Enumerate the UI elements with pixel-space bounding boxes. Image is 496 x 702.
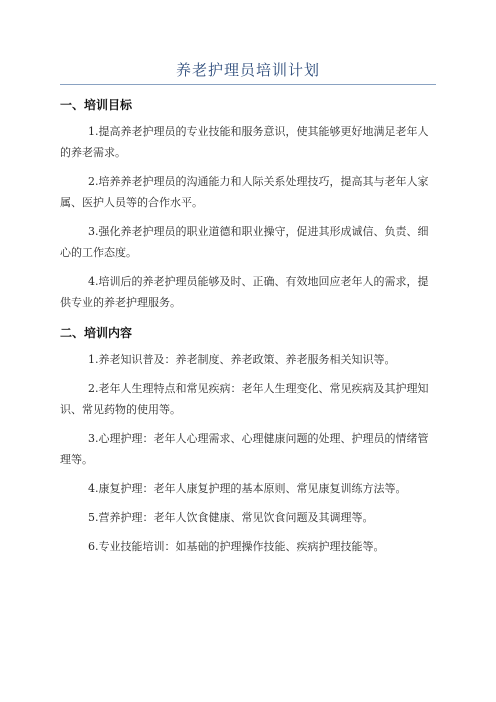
paragraph: 2.老年人生理特点和常见疾病：老年人生理变化、常见疾病及其护理知识、常见药物的使用等。 xyxy=(60,382,429,416)
paragraph: 1.提高养老护理员的专业技能和服务意识，使其能够更好地满足老年人的养老需求。 xyxy=(60,125,429,159)
paragraph: 3.强化养老护理员的职业道德和职业操守，促进其形成诚信、负责、细心的工作态度。 xyxy=(60,225,429,259)
section-content xyxy=(60,325,438,557)
paragraph: 5.营养护理：老年人饮食健康、常见饮食问题及其调理等。 xyxy=(88,511,374,524)
title-divider xyxy=(60,84,436,85)
paragraph: 6.专业技能培训：如基础的护理操作技能、疾病护理技能等。 xyxy=(88,540,385,553)
paragraph: 4.培训后的养老护理员能够及时、正确、有效地回应老年人的需求，提供专业的养老护理服务。 xyxy=(60,275,429,309)
section-heading: 一、培训目标 xyxy=(60,98,133,112)
section-heading: 二、培训内容 xyxy=(60,326,133,340)
paragraph: 4.康复护理：老年人康复护理的基本原则、常见康复训练方法等。 xyxy=(88,482,407,495)
section-goals xyxy=(60,97,438,313)
paragraph: 3.心理护理：老年人心理需求、心理健康问题的处理、护理员的情绪管理等。 xyxy=(60,432,429,466)
paragraph: 1.养老知识普及：养老制度、养老政策、养老服务相关知识等。 xyxy=(88,353,396,366)
document-body xyxy=(60,97,438,557)
paragraph: 2.培养养老护理员的沟通能力和人际关系处理技巧，提高其与老年人家属、医护人员等的合作水平。 xyxy=(60,175,429,209)
document-title: 养老护理员培训计划 xyxy=(175,61,320,79)
